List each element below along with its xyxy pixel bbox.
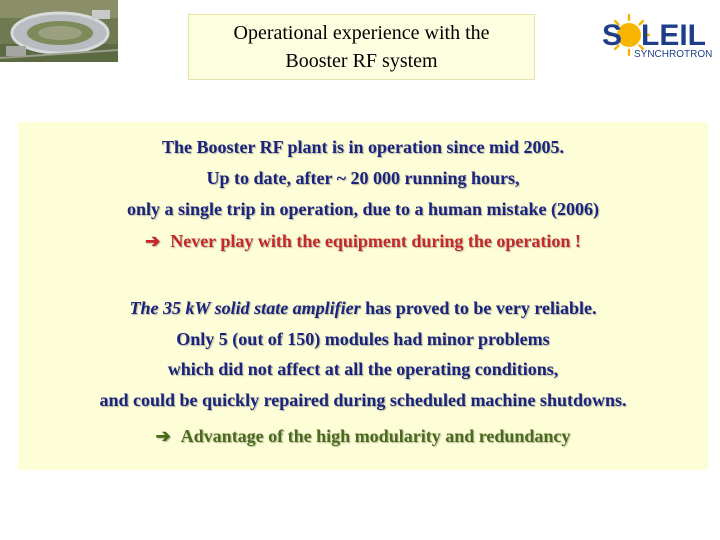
arrow-right-icon: ➔ (145, 231, 161, 251)
text-line: only a single trip in operation, due to a human mistake (2006) (126, 199, 600, 219)
conclusion-line-1 (18, 231, 708, 252)
text-line: The Booster RF plant is in operation since mid 2005. (161, 137, 565, 157)
slide-title (188, 14, 535, 80)
logo-subtitle: SYNCHROTRON (634, 49, 713, 60)
amplifier-emphasis: The 35 kW solid state amplifier (129, 298, 361, 318)
conclusion-line-2 (18, 426, 708, 447)
conclusion-text: Advantage of the high modularity and redundancy (180, 426, 571, 446)
soleil-logo (600, 6, 718, 64)
title-line-2: Booster RF system (285, 50, 438, 72)
logo-letter-s: S (602, 19, 623, 52)
text-line: Only 5 (out of 150) modules had minor problems (176, 329, 550, 349)
arrow-right-icon: ➔ (155, 426, 171, 446)
content-panel (18, 122, 708, 470)
text-line: which did not affect at all the operating conditions, (167, 359, 559, 379)
amplifier-rest: has proved to be very reliable. (360, 298, 597, 318)
text-line: Up to date, after ~ 20 000 running hours, (206, 168, 520, 188)
logo-letters-leil: LEIL (641, 19, 706, 52)
title-line-1: Operational experience with the (233, 22, 490, 44)
conclusion-text: Never play with the equipment during the operation ! (170, 231, 581, 251)
text-line (18, 298, 708, 319)
text-line: and could be quickly repaired during scheduled machine shutdowns. (99, 390, 627, 410)
synchrotron-aerial-photo (0, 0, 118, 62)
